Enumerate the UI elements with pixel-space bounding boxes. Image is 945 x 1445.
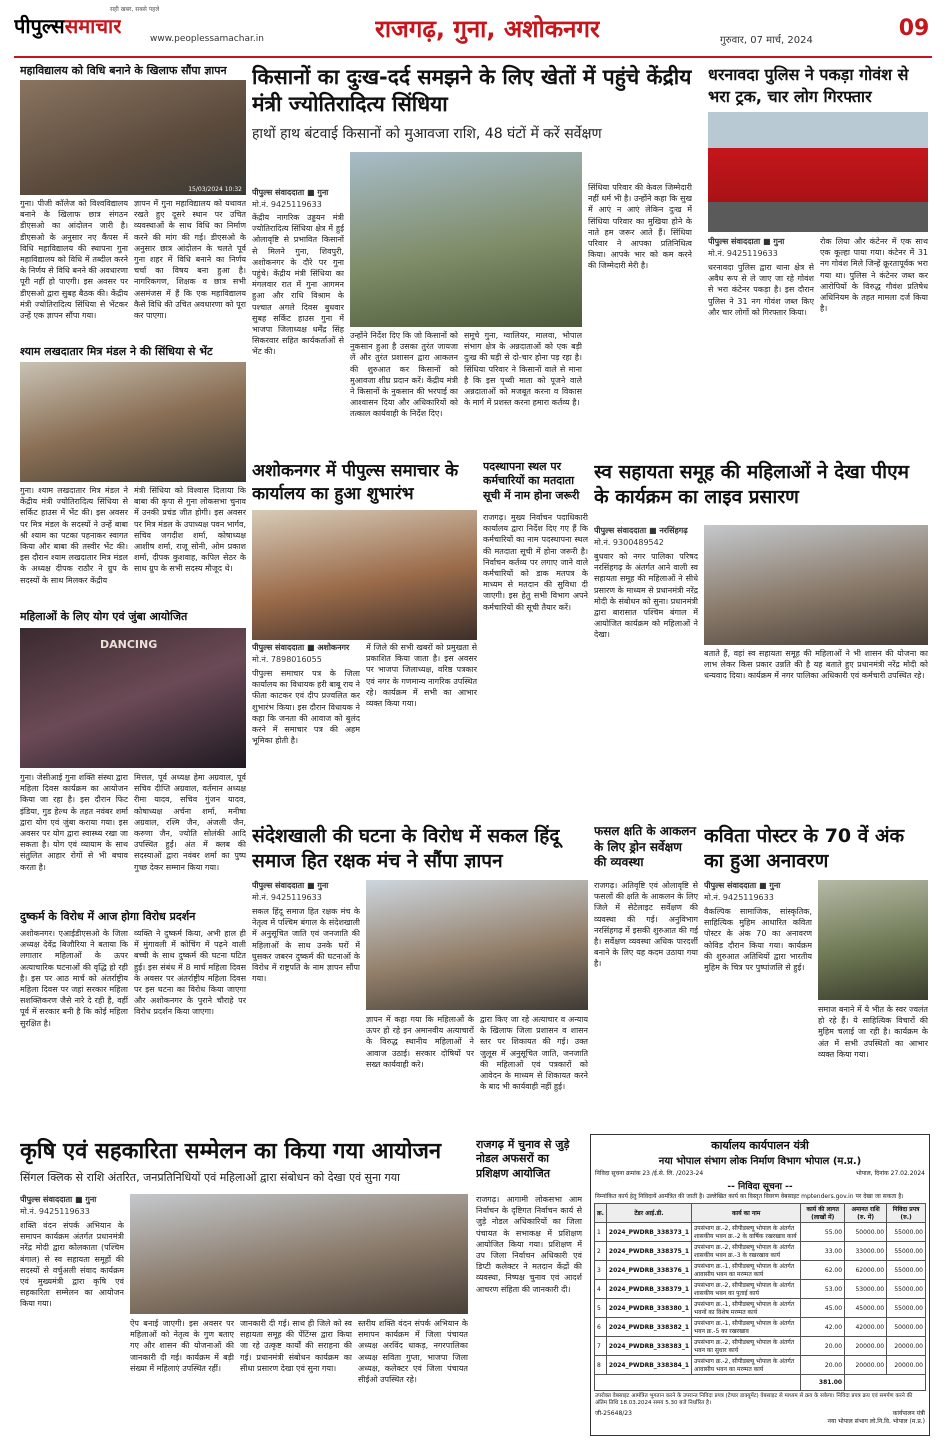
tender-cell: 62.00	[801, 1261, 845, 1280]
tender-row	[595, 1223, 926, 1242]
tender-cell: 2024_PWDRB_338373_1	[606, 1223, 691, 1242]
tender-cell: 20.00	[801, 1337, 845, 1356]
website-url[interactable]: www.peoplessamachar.in	[150, 34, 264, 44]
shg-byline: पीपुल्स संवाददाता ■ नरसिंहगढ़	[594, 526, 688, 535]
tender-total-row	[595, 1375, 926, 1391]
tender-row	[595, 1261, 926, 1280]
banner-text: DANCING	[100, 638, 158, 651]
tender-cell: 55000.00	[887, 1280, 926, 1299]
tender-cell: 50000.00	[887, 1318, 926, 1337]
tender-cell: 62000.00	[845, 1261, 887, 1280]
tender-header-cell: कार्य का नाम	[692, 1204, 801, 1223]
tender-cell: 55000.00	[887, 1261, 926, 1280]
tender-header-cell: टेंडर आई.डी.	[606, 1204, 691, 1223]
tender-cell: 2024_PWDRB_338376_1	[606, 1261, 691, 1280]
tender-row	[595, 1318, 926, 1337]
main-col-a: केंद्रीय नागरिक उड्डयन मंत्री ज्योतिरादित्य सिंधिया क्षेत्र में हुई ओलावृष्टि से प्रभावित किसानों से मिलने गुना, शिवपुरी, अशोकनगर के दौरे पर गुना पहुंचे। केंद्रीय मंत्री सिंधिया का मंगलवार रात में गुना आगमन हुआ और राधि विश्राम के पश्चात अगले दिवस बुधवार सुबह सर्किट हाउस गुना में भाजपा जिलाध्यक्ष धर्मेंद्र सिंह सिकरवार सहित कार्यकर्ताओं से भेंट की।	[252, 213, 344, 357]
tender-cell: 8	[595, 1356, 607, 1375]
tender-cell: 42000.00	[845, 1318, 887, 1337]
tender-cell: 55000.00	[887, 1242, 926, 1261]
shg-col-a: बुधवार को नगर पालिका परिषद नरसिंहगढ़ के अंतर्गत आने वाली स्व सहायता समूह की महिलाओं ने सीधे प्रसारण के माध्यम से प्रधानमंत्री नरेंद्र मोदी के संबोधन को सुना। प्रधानमंत्री द्वारा बारासात पश्चिम बंगाल में आयोजित कार्यक्रम को महिलाओं ने देखा।	[594, 552, 698, 640]
shg-mobile: मो.नं. 9300489542	[594, 538, 664, 547]
truck-col-b: रोक लिया और कंटेनर में एक साथ एक कूल्हा पाया गया। कंटेनर में 31 नग गोवंश मिले जिन्हें क्रूरतापूर्वक भरा गया था। पुलिस ने कंटेनर जब्त कर आरोपियों के विरुद्ध गौवंश प्रतिषेध अधिनियम के तहत मामला दर्ज किया है।	[820, 237, 928, 314]
tender-total-label	[595, 1375, 801, 1391]
tender-cell: उपसंभाग क्र.-2, सीपीडब्ल्यू भोपाल के अंतर्गत आवासीय भवन का मरम्मत कार्य	[692, 1356, 801, 1375]
office-byline: पीपुल्स संवाददाता ■ अशोकनगर	[252, 643, 350, 652]
tender-cell: 6	[595, 1318, 607, 1337]
truck-mobile: मो.नं. 9425119633	[708, 249, 778, 258]
tender-cell: 20.00	[801, 1356, 845, 1375]
tender-cell: 53000.00	[845, 1280, 887, 1299]
masthead-rule	[14, 56, 932, 58]
main-headline: किसानों का दुःख-दर्द समझने के लिए खेतों में पहुंचे केंद्रीय मंत्री ज्योतिरादित्य सिंधिया	[252, 65, 692, 116]
truck-col-a: धरनावदा पुलिस द्वारा थाना क्षेत्र से अवैध रूप से ले जाए जा रहे गोवंश से भरा कंटेनर पकड़ा है। इस दौरान पुलिस ने 31 नग गोवंश जब्त किए और चार लोगों को गिरफ्तार किया।	[708, 263, 814, 317]
tender-cell: 20000.00	[887, 1356, 926, 1375]
tender-header-cell: अमानत राशि (रु. में)	[845, 1204, 887, 1223]
nodal-col-a: राजगढ़। आगामी लोकसभा आम निर्वाचन के दृष्टिगत निर्वाचन कार्य से जुड़े नोडल अधिकारियों का जिला पंचायत के सभाकक्ष में प्रशिक्षण आयोजित किया गया। प्रशिक्षण में उप जिला निर्वाचन अधिकारी एवं डिप्टी कलेक्टर ने मतदान केंद्रों की व्यवस्था, निष्पक्ष चुनाव एवं आदर्श आचरण संहिता की जानकारी दी।	[476, 1195, 582, 1294]
story-protest-col-a: अशोकनगर। एआईडीएसओ के जिला अध्यक्ष देवेंद्र बिजौरिया ने बताया कि लगातार महिलाओं के ऊपर अत्याचारिक घटनाओं की वृद्धि हो रही है। इस पर आठ मार्च को अंतर्राष्ट्रीय महिला दिवस पर जहां सरकार महिला सशक्तिकरण जैसे नारे दे रही है, वहीं पूर्व में सरकार बनी है कि कोई महिला सुरक्षित है।	[20, 929, 128, 1028]
newspaper-logo: पीपुल्ससमाचार	[14, 14, 122, 38]
kavita-mobile: मो.नं. 9425119633	[704, 893, 774, 902]
krishi-byline: पीपुल्स संवाददाता ■ गुना	[20, 1195, 97, 1204]
krishi-col-d: स्तरीय शक्ति वंदन संपर्क अभियान के समापन कार्यक्रम में जिला पंचायत अध्यक्ष अरविंद धाकड़, नगरपालिका अध्यक्ष सविता गुप्ता, भाजपा जिला अध्यक्ष, कलेक्टर एवं जिला पंचायत सीईओ उपस्थित रहे।	[358, 1319, 468, 1385]
tender-cell: 2024_PWDRB_338383_1	[606, 1337, 691, 1356]
office-photo	[252, 510, 477, 640]
krishi-mobile: मो.नं. 9425119633	[20, 1207, 90, 1216]
tender-intro: निम्नांकित कार्य हेतु निविदायें आमंत्रित की जाती है। उल्लेखित कार्य का विस्तृत विवरण वेबसाइट mptenders.gov.in पर देखा जा सकता है।	[595, 1193, 904, 1200]
story-yoga-kicker: महिलाओं के लिए योग एवं जुंबा आयोजित	[20, 610, 188, 623]
tender-row	[595, 1337, 926, 1356]
krishi-col-b: ऐप बनाई जाएगी। इस अवसर पर महिलाओं को नेतृत्व के गुण बताए गए और शासन की योजनाओं की जानकारी दी गई। कार्यक्रम में बड़ी संख्या में महिलाएं उपस्थित रहीं।	[130, 1319, 234, 1373]
story-college-col-a: गुना। पीजी कॉलेज को विश्वविद्यालय बनाने के खिलाफ छात्र संगठन डीएसओ का आंदोलन जारी है। डीएसओ के अनुसार नए कैंपस में विधि महाविद्यालय की स्थापना गुना महाविद्यालय को विधि में तब्दील करने के निर्णय से विधि बनने की अवधारणा पूरी नहीं हो पाएगी। इस अवसर पर डीएसओ द्वारा सुबह बैठक की। केंद्रीय मंत्री ज्योतिरादित्य सिंधिया से भेंटकर उन्हें एक ज्ञापन सौंपा गया।	[20, 199, 128, 321]
truck-photo	[708, 112, 928, 232]
story-yoga-col-a: गुना। जेसीआई गुना शक्ति संस्था द्वारा महिला दिवस कार्यक्रम का आयोजन किया जा रहा है। इस दौरान फिट इंडिया, गुड हेल्थ के तहत नवंबर शर्मा द्वारा योग एवं जुंबा कराया गया। इस अवसर पर योग द्वारा स्वास्थ्य रखा जा सकता है। योग एवं व्यायाम के साथ संतुलित आहार रोगों से भी बचाव करता है।	[20, 773, 128, 872]
tender-total: 381.00	[801, 1375, 845, 1391]
section-title: राजगढ़, गुना, अशोकनगर	[375, 15, 600, 43]
main-subhead: हाथों हाथ बंटवाई किसानों को मुआवजा राशि, 48 घंटों में करें सर्वेक्षण	[252, 126, 602, 142]
tender-cell: 2	[595, 1242, 607, 1261]
kavita-photo	[818, 880, 928, 1000]
tender-cell: उपसंभाग क्र.-2, सीपीडब्ल्यू भोपाल के अंतर्गत शासकीय भवन क्र.-3 के रखरखाव कार्य	[692, 1242, 801, 1261]
main-col-c: समूचे गुना, ग्वालियर, मालवा, भोपाल संभाग क्षेत्र के अन्नदाताओं को एक बड़ी दुःख की घड़ी से दो-चार होना पड़ रहा है। सिंधिया परिवार ने किसानों वाले से माना है कि इस पृथ्वी माता को पूजने वाले अन्नदाताओं को मजबूत करना व विकास के मार्ग में प्रशस्त करना हमारा कर्तव्य है।	[464, 331, 582, 408]
tender-cell: 20000.00	[845, 1337, 887, 1356]
kavita-col-a: वैकल्पिक सामाजिक, सांस्कृतिक, साहित्यिक मुहिम आधारित कविता पोस्टर के अंक 70 का अनावरण कोविड दौरान किया गया। कार्यक्रम की शुरुआत अतिथियों द्वारा भारतीय मुहिम के चित्र पर पुष्पांजलि से हुई।	[704, 907, 812, 973]
page-number: 09	[898, 16, 930, 41]
tender-title: -- निविदा सूचना --	[727, 1182, 793, 1192]
tender-row	[595, 1356, 926, 1375]
office-headline: अशोकनगर में पीपुल्स समाचार के कार्यालय का हुआ शुभारंभ	[252, 461, 459, 504]
tender-cell: 45000.00	[845, 1299, 887, 1318]
main-col-d: सिंधिया परिवार की केवल जिम्मेदारी नहीं धर्म भी है। उन्होंने कहा कि सुख में आएं न आएं लेकिन दुःख में सिंधिया परिवार का मुखिया होने के नाते हम जरूर आते हैं। सिंधिया परिवार ने आपका प्रतिनिधित्व किया। आपके भार को कम करने की जिम्मेदारी मेरी है।	[588, 183, 692, 271]
tender-cell: 2024_PWDRB_338384_1	[606, 1356, 691, 1375]
tender-dept: नया भोपाल संभाग लोक निर्माण विभाग भोपाल (म.प्र.)	[658, 1156, 862, 1167]
tender-cell: 45.00	[801, 1299, 845, 1318]
main-byline: पीपुल्स संवाददाता ■ गुना	[252, 188, 329, 197]
krishi-col-a: शक्ति वंदन संपर्क अभियान के समापन कार्यक्रम अंतर्गत प्रधानमंत्री नरेंद्र मोदी द्वारा कोलकाता (पश्चिम बंगाल) से स्व सहायता समूहों की सदस्यों से वर्चुअली संवाद कार्यक्रम एवं मुख्यमंत्री द्वारा कृषि एवं सहकारिता सम्मेलन का आयोजन किया गया।	[20, 1221, 124, 1309]
story-yoga-col-b: मित्तल, पूर्व अध्यक्ष हेमा अग्रवाल, पूर्व सचिव दीप्ति अग्रवाल, वर्तमान अध्यक्ष रीमा यादव, सचिव गुंजन यादव, कोषाध्यक्ष अर्चना शर्मा, मनीषा अग्रवाल, रश्मि जैन, अंजली जैन, करुणा जैन, ज्योति सोलंकी आदि उपस्थित हुईं। अंत में क्लब की सदस्याओं द्वारा नवंबर शर्मा का पुष्प गुच्छ देकर सम्मान किया गया।	[134, 773, 246, 872]
krishi-headline: कृषि एवं सहकारिता सम्मेलन का किया गया आयोजन	[20, 1139, 442, 1164]
sandesh-photo	[366, 880, 588, 1010]
drone-headline: फसल क्षति के आकलन के लिए ड्रोन सर्वेक्षण की व्यवस्था	[594, 824, 697, 870]
tender-cell: 2024_PWDRB_338380_1	[606, 1299, 691, 1318]
tender-cell: 1	[595, 1223, 607, 1242]
story-yoga-photo	[20, 628, 246, 768]
truck-byline: पीपुल्स संवाददाता ■ गुना	[708, 237, 785, 246]
story-shyam-kicker: श्याम लखदातार मित्र मंडल ने की सिंधिया से भेंट	[20, 345, 213, 358]
tender-cell: 7	[595, 1337, 607, 1356]
issue-date: गुरुवार, 07 मार्च, 2024	[720, 35, 813, 46]
story-college-col-b: ज्ञापन में गुना महाविद्यालय को यथावत रखते हुए दूसरे स्थान पर उचित व्यवस्थाओं के साथ विधि का निर्माण करने की मांग की गई। डीएसओ के अनुसार छात्र आंदोलन के चलते पूर्व गुना शहर में विधि बनाने का निर्णय चर्चा का विषय बना हुआ है। नागरिकगण, शिक्षक व छात्र सभी असमंजस में हैं कि एक महाविद्यालय कैसे विधि की उचित अवधारणा को पूरा कर पाएगा।	[134, 199, 246, 321]
tender-cell: 55000.00	[887, 1223, 926, 1242]
kavita-byline: पीपुल्स संवाददाता ■ गुना	[704, 881, 781, 890]
nodal-headline: राजगढ़ में चुनाव से जुड़े नोडल अफसरों का प्रशिक्षण आयोजित	[476, 1138, 570, 1180]
tender-cell: उपसंभाग क्र.-1, सीपीडब्ल्यू भोपाल के अंतर्गत भवनों का विशेष मरम्मत कार्य	[692, 1299, 801, 1318]
truck-headline: धरनावदा पुलिस ने पकड़ा गोवंश से भरा ट्रक, चार लोग गिरफ्तार	[708, 65, 909, 106]
tender-cell: उपसंभाग क्र.-2, सीपीडब्ल्यू भोपाल के अंतर्गत शासकीय भवन का पुताई कार्य	[692, 1280, 801, 1299]
tender-header-cell: निविदा प्रपत्र (रु.)	[887, 1204, 926, 1223]
story-college-kicker: महाविद्यालय को विधि बनाने के खिलाफ सौंपा ज्ञापन	[20, 64, 227, 77]
tender-header-cell: कार्य की लागत (लाखों में)	[801, 1204, 845, 1223]
office-col-b: में जिले की सभी खबरों को प्रमुखता से प्रकाशित किया जाता है। इस अवसर पर भाजपा जिलाध्यक्ष, वरिष्ठ पत्रकार एवं नगर के गणमान्य नागरिक उपस्थित रहे। कार्यक्रम में सभी का आभार व्यक्त किया गया।	[366, 643, 477, 709]
tender-cell: 50000.00	[845, 1223, 887, 1242]
sandesh-col-c: द्वारा किए जा रहे अत्याचार व अन्याय के खिलाफ जिला प्रशासन व शासन स्तर पर शिकायत की गई। उक्त जुलूस में अनुसूचित जाति, जनजाति की महिलाओं एवं पत्रकारों को आवेदन के माध्यम से शिकायत करने के बाद भी कार्यवाही नहीं हुई।	[480, 1015, 588, 1092]
office-mobile: मो.नं. 7898016055	[252, 655, 322, 664]
tender-sign: कार्यपालन यंत्री	[892, 1410, 925, 1417]
story-shyam-col-b: मंत्री सिंधिया को विश्वास दिलाया कि बाबा की कृपा से गुना लोकसभा चुनाव में उनकी प्रचंड जीत होगी। इस अवसर पर मित्र मंडल के उपाध्यक्ष पवन भार्गव, सचिव जगदीश शर्मा, कोषाध्यक्ष आशीष शर्मा, राजू सोनी, ओम प्रकाश शर्मा, दीपक कुशवाह, कपिल सेठर के साथ ग्रुप के सभी सदस्य मौजूद थे।	[134, 486, 246, 574]
sandesh-col-b: ज्ञापन में कहा गया कि महिलाओं के ऊपर हो रहे इन अमानवीय अत्याचारों के विरुद्ध स्थानीय महिलाओं ने आवाज उठाई। सरकार दोषियों पर सख्त कार्यवाही करे।	[366, 1015, 474, 1069]
vote-headline: पदस्थापना स्थल पर कर्मचारियों का मतदाता सूची में नाम होना जरूरी	[483, 460, 580, 502]
tender-note: उपरोक्त वेबसाइट आमंत्रित भुगतान करने के उपरान्त निविदा प्रपत्र (टेण्डर डाक्यूमेंट) वेबसाइट से माध्यम से क्रय के सकेगा। निविदा प्रपत्र क्रय एवं समर्पण करने की अंतिम तिथि 18.03.2024 समय 5.30 बजे निर्धारित है।	[595, 1393, 913, 1406]
tender-office: कार्यालय कार्यपालन यंत्री	[711, 1139, 809, 1152]
tender-cell: 55.00	[801, 1223, 845, 1242]
sandesh-byline: पीपुल्स संवाददाता ■ गुना	[252, 881, 329, 890]
tender-cell: 55000.00	[887, 1299, 926, 1318]
shg-col-b: बताते हैं, वहां स्व सहायता समूह की महिलाओं ने भी शासन की योजना का लाभ लेकर किस प्रकार उन्नति की है यह बताते हुए प्रधानमंत्री नरेंद्र मोदी को धन्यवाद दिया। कार्यक्रम में नगर पालिका अधिकारी एवं कर्मचारी उपस्थित रहे।	[704, 649, 928, 681]
story-shyam-col-a: गुना। श्याम लखदातार मित्र मंडल ने केंद्रीय मंत्री ज्योतिरादित्य सिंधिया से सर्किट हाउस में भेंट की। इस अवसर पर मित्र मंडल के सदस्यों ने उन्हें बाबा श्री श्याम का पटका पहनाकर स्वागत किया और बाबा की तस्वीर भेंट की। इस दौरान श्याम लखदातार मित्र मंडल के अध्यक्ष दीपक राठौर ने ग्रुप के सदस्यों के साथ मिलकर केंद्रीय	[20, 486, 128, 585]
tender-cell: 2024_PWDRB_338379_1	[606, 1280, 691, 1299]
tender-cell: 53.00	[801, 1280, 845, 1299]
tender-total-blank	[845, 1375, 926, 1391]
sandesh-col-a: सकल हिंदू समाज हित रक्षक मंच के नेतृत्व में पश्चिम बंगाल के संदेशखाली में अनुसूचित जाति एवं जनजाति की महिलाओं के साथ उनके घरों में घुसकर जबरन दुष्कर्म की घटनाओं के विरोध में राष्ट्रपति के नाम ज्ञापन सौंपा गया।	[252, 907, 360, 984]
tender-cell: उपसंभाग क्र.-1, सीपीडब्ल्यू भोपाल के अंतर्गत आवासीय भवन का मरम्मत कार्य	[692, 1261, 801, 1280]
tender-cell: 4	[595, 1280, 607, 1299]
kavita-headline: कविता पोस्टर के 70 वें अंक का हुआ अनावरण	[704, 825, 905, 872]
tender-row	[595, 1299, 926, 1318]
tender-ref: निविदा सूचना क्रमांक 23 /ई.से. लि. /2023-24	[595, 1170, 704, 1177]
tender-cell: उपसंभाग क्र.-2, सीपीडब्ल्यू भोपाल के अंतर्गत भवन का सुधार कार्य	[692, 1337, 801, 1356]
tender-cell: 2024_PWDRB_338382_1	[606, 1318, 691, 1337]
krishi-col-c: जानकारी दी गई। साथ ही जिले को स्व सहायता समूह की पेंटिंग्स द्वारा किया जा रहे उत्कृष्ट कार्यों की सराहना की गई। प्रधानमंत्री संबोधन कार्यक्रम का सीधा प्रसारण देखा एवं सुना गया।	[240, 1319, 352, 1373]
tender-row	[595, 1242, 926, 1261]
main-col-b: उन्होंने निर्देश दिए कि जो किसानों को नुकसान हुआ है उसका तुरंत जायजा लें और तुरंत प्रशासन द्वारा आकलन की शुरुआत कर किसानों को मुआवजा शीघ्र प्रदान करें। केंद्रीय मंत्री ने किसानों के नुकसान की भरपाई का आश्वासन दिया और अधिकारियों को तत्काल कार्यवाही के निर्देश दिए।	[350, 331, 458, 419]
logo-tagline: सही खबर, सबसे पहले	[110, 6, 160, 13]
tender-code: जी-25648/23	[595, 1410, 632, 1417]
story-college-photo	[20, 80, 246, 195]
tender-date: भोपाल, दिनांक 27.02.2024	[855, 1170, 925, 1177]
tender-sign2: नया भोपाल संभाग लो.नि.वि. भोपाल (म.प्र.)	[827, 1418, 925, 1425]
story-shyam-photo	[20, 362, 246, 482]
photo-timestamp: 15/03/2024 10:32	[188, 186, 242, 193]
sandesh-mobile: मो.नं. 9425119633	[252, 893, 322, 902]
tender-cell: 33.00	[801, 1242, 845, 1261]
tender-table	[594, 1203, 926, 1391]
main-photo	[350, 152, 582, 327]
kavita-col-b: समाज बनाने में ये भीत के स्वर ज्वलंत हो रहे हैं। ये साहित्यिक विचारों की मुहिम चलाई जा रही है। कार्यक्रम के अंत में सभी उपस्थितों का आभार व्यक्त किया गया।	[818, 1005, 928, 1059]
sandesh-headline: संदेशखाली की घटना के विरोध में सकल हिंदू समाज हित रक्षक मंच ने सौंपा ज्ञापन	[252, 825, 560, 872]
tender-notice	[590, 1134, 930, 1436]
tender-cell: 3	[595, 1261, 607, 1280]
krishi-subhead: सिंगल क्लिक से राशि अंतरित, जनप्रतिनिधियों एवं महिलाओं द्वारा संबोधन को देखा एवं सुना गया	[20, 1171, 400, 1184]
tender-cell: उपसंभाग क्र.-1, सीपीडब्ल्यू भोपाल के अंतर्गत भवन क्र.-5 का रखरखाव	[692, 1318, 801, 1337]
shg-headline: स्व सहायता समूह की महिलाओं ने देखा पीएम के कार्यक्रम का लाइव प्रसारण	[594, 461, 909, 508]
tender-cell: 33000.00	[845, 1242, 887, 1261]
story-protest-kicker: दुष्कर्म के विरोध में आज होगा विरोध प्रदर्शन	[20, 910, 196, 923]
main-mobile: मो.नं. 9425119633	[252, 200, 322, 209]
tender-cell: 2024_PWDRB_338375_1	[606, 1242, 691, 1261]
krishi-photo	[130, 1194, 468, 1314]
tender-header-cell: क्र.	[595, 1204, 607, 1223]
tender-cell: 20000.00	[845, 1356, 887, 1375]
tender-cell: 42.00	[801, 1318, 845, 1337]
office-col-a: पीपुल्स समाचार पत्र के जिला कार्यालय का विधायक हरी बाबू राय ने फीता काटकर एवं दीप प्रज्वलित कर शुभारंभ किया। इस दौरान विधायक ने कहा कि जनता की आवाज को बुलंद करने में समाचार पत्र की अहम भूमिका होती है।	[252, 669, 360, 746]
story-protest-col-b: व्यक्ति ने दुष्कर्म किया, अभी हाल ही में मुंगावली में कोचिंग में पढ़ने वाली बच्ची के साथ दुष्कर्म की घटना घटित हुई। इस संबंध में 8 मार्च महिला दिवस के अवसर पर अंतर्राष्ट्रीय महिला दिवस पर इस घटना का विरोध किया जाएगा और अशोकनगर के पुराने चौराहे पर विरोध प्रदर्शन किया जाएगा।	[134, 929, 246, 1017]
vote-col-a: राजगढ़। मुख्य निर्वाचन पदाधिकारी कार्यालय द्वारा निर्देश दिए गए हैं कि कर्मचारियों का नाम पदस्थापना स्थल की मतदाता सूची में होना जरूरी है। निर्वाचन कर्तव्य पर लगाए जाने वाले कर्मचारियों को डाक मतपत्र के माध्यम से मतदान की सुविधा दी जाएगी। इस हेतु सभी विभाग अपने कर्मचारियों की सूची तैयार करें।	[483, 513, 588, 612]
drone-col-a: राजगढ़। अतिवृष्टि एवं ओलावृष्टि से फसलों की क्षति के आकलन के लिए जिले में सेटेलाइट सर्वेक्षण की व्यवस्था की गई। अनुविभाग नरसिंहगढ़ में इसकी शुरुआत की गई है। सर्वेक्षण व्यवस्था अधिक पारदर्शी बनाने के लिए यह कदम उठाया गया है।	[594, 881, 698, 969]
tender-cell: 5	[595, 1299, 607, 1318]
tender-row	[595, 1280, 926, 1299]
tender-cell: उपसंभाग क्र.-2, सीपीडब्ल्यू भोपाल के अंतर्गत शासकीय भवन क्र.-2 के वार्षिक रखरखाव कार्य	[692, 1223, 801, 1242]
tender-cell: 20000.00	[887, 1337, 926, 1356]
shg-photo	[704, 525, 928, 645]
